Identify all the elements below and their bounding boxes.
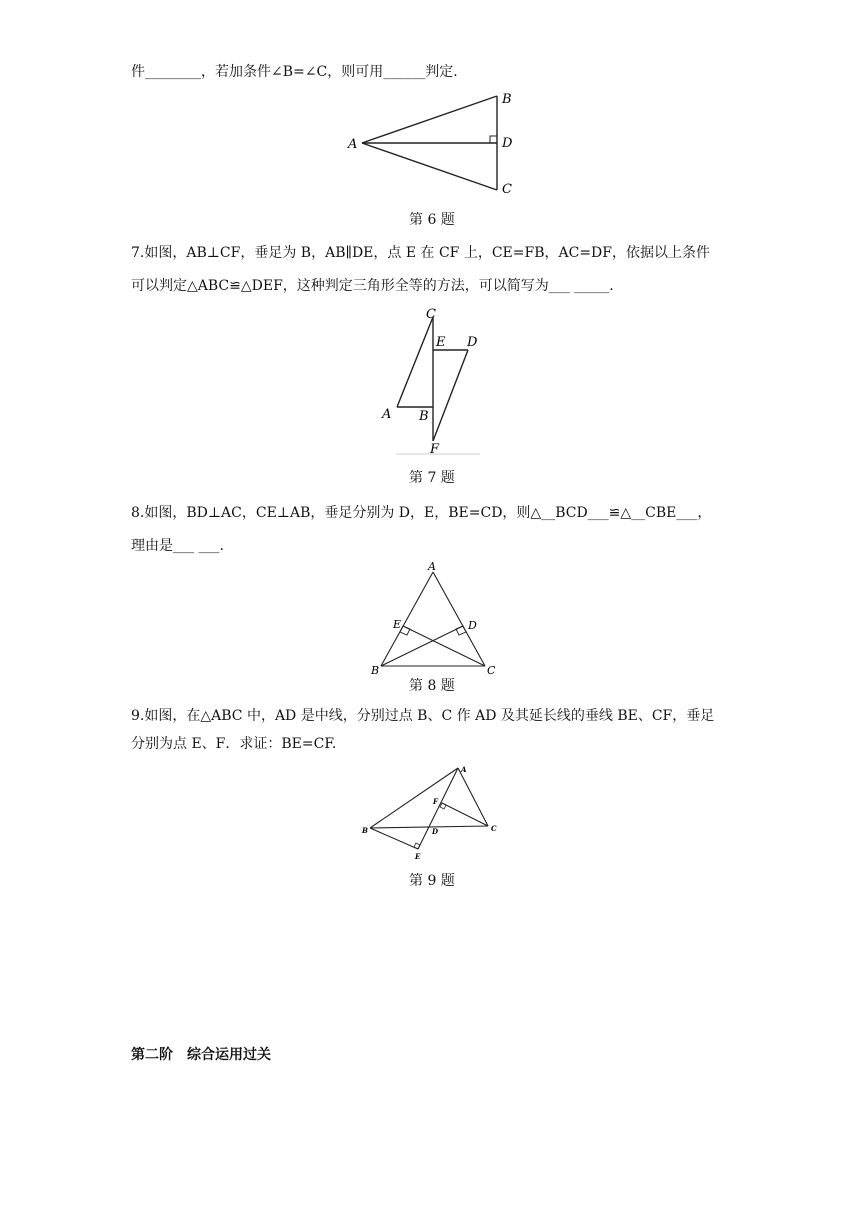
q6-segment-ac bbox=[362, 143, 497, 190]
q8-label-d: D bbox=[468, 619, 477, 632]
section-2-heading: 第二阶 综合运用过关 bbox=[131, 1047, 271, 1063]
q7-label-f: F bbox=[430, 442, 440, 457]
q6-right-angle-mark bbox=[490, 136, 497, 143]
q7-text-line-1: 7.如图，AB⊥CF，垂足为 B，AB∥DE，点 E 在 CF 上，CE=FB，AC=DF，依据以上条件 bbox=[131, 245, 710, 261]
q8-segment-bd bbox=[381, 626, 463, 666]
q7-label-d: D bbox=[467, 335, 478, 350]
q6-label-b: B bbox=[502, 92, 512, 107]
q8-label-a: A bbox=[428, 560, 436, 573]
q9-right-angle-mark-f bbox=[440, 803, 446, 809]
q8-label-c: C bbox=[487, 664, 496, 677]
q9-label-e: E bbox=[415, 852, 421, 861]
q7-caption: 第 7 题 bbox=[409, 470, 455, 486]
q8-segment-ac bbox=[433, 572, 485, 666]
q9-label-f: F bbox=[433, 797, 438, 806]
q6-caption: 第 6 题 bbox=[409, 212, 455, 228]
q9-label-a: A bbox=[461, 765, 467, 774]
q7-text-line-2: 可以判定△ABC≌△DEF，这种判定三角形全等的方法，可以简写为___ _____. bbox=[131, 278, 614, 294]
q9-segment-ab bbox=[370, 768, 458, 828]
q9-segment-be bbox=[370, 828, 418, 849]
q9-label-b: B bbox=[362, 826, 368, 835]
q8-segment-ce bbox=[403, 626, 485, 666]
q7-label-e: E bbox=[436, 335, 446, 350]
q6-text-line: 件________，若加条件∠B=∠C，则可用______判定. bbox=[131, 64, 458, 80]
q8-label-e: E bbox=[393, 618, 402, 631]
q8-figure bbox=[366, 560, 506, 678]
q9-segment-ac bbox=[458, 768, 488, 826]
q9-figure bbox=[360, 760, 510, 865]
q9-label-d: D bbox=[432, 827, 439, 836]
q6-segment-ab bbox=[362, 96, 497, 143]
q9-segment-cf bbox=[442, 803, 488, 826]
q8-label-b: B bbox=[371, 664, 380, 677]
q8-segment-ab bbox=[381, 572, 433, 666]
q7-segment-ac bbox=[397, 317, 433, 407]
q9-text-line-2: 分别为点 E、F．求证：BE=CF. bbox=[131, 736, 337, 752]
q6-figure bbox=[340, 86, 530, 201]
q7-label-b: B bbox=[419, 409, 429, 424]
q7-figure bbox=[378, 303, 488, 458]
q8-text-line-1: 8.如图，BD⊥AC，CE⊥AB，垂足分别为 D，E，BE=CD，则△__BCD___≌△__CBE___， bbox=[131, 505, 712, 521]
q7-label-c: C bbox=[426, 307, 436, 322]
q8-caption: 第 8 题 bbox=[409, 678, 455, 694]
q9-caption: 第 9 题 bbox=[409, 873, 455, 889]
q7-label-a: A bbox=[382, 407, 392, 422]
q7-segment-df bbox=[433, 350, 468, 441]
q6-label-c: C bbox=[502, 182, 512, 197]
q9-text-line-1: 9.如图，在△ABC 中，AD 是中线，分别过点 B、C 作 AD 及其延长线的垂线 BE、CF，垂足 bbox=[131, 708, 715, 724]
q6-label-a: A bbox=[348, 137, 358, 152]
q9-label-c: C bbox=[491, 824, 497, 833]
q8-text-line-2: 理由是___ ___. bbox=[131, 538, 224, 554]
q6-label-d: D bbox=[502, 136, 513, 151]
